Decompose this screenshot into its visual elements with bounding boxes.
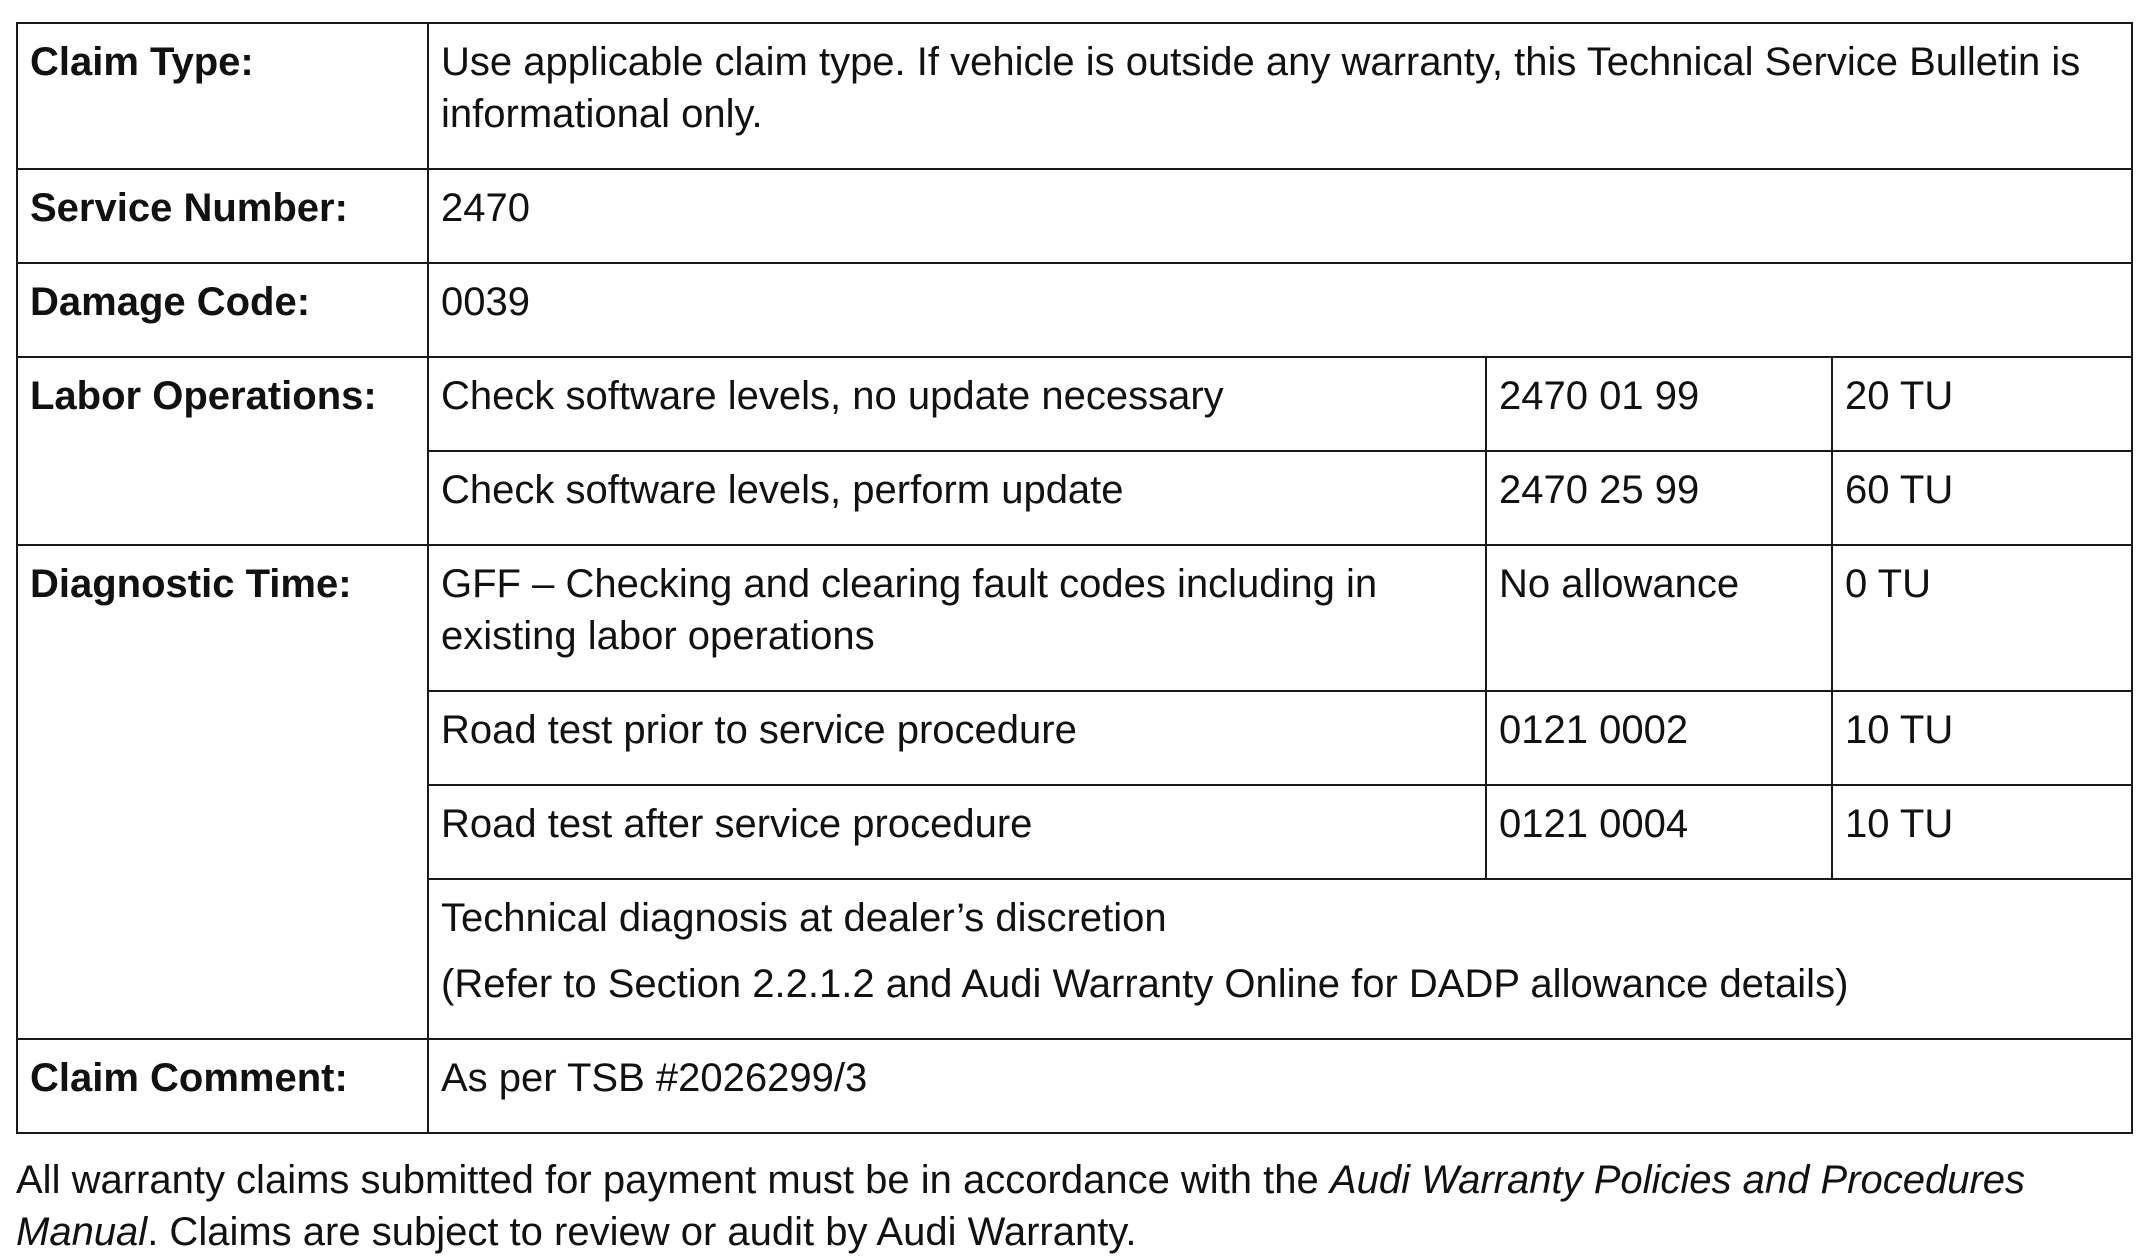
damage-code-value: 0039	[428, 263, 2132, 357]
diagnostic-code: 0121 0004	[1486, 785, 1832, 879]
service-number-value: 2470	[428, 169, 2132, 263]
labor-operation-time: 60 TU	[1832, 451, 2132, 545]
claim-comment-row	[17, 1039, 2132, 1133]
footer-text-before: All warranty claims submitted for payment must be in accordance with the	[16, 1158, 1330, 1202]
diagnostic-time-row	[17, 545, 2132, 691]
claim-comment-label: Claim Comment:	[17, 1039, 428, 1133]
labor-operations-label: Labor Operations:	[17, 357, 428, 545]
diagnostic-time: 0 TU	[1832, 545, 2132, 691]
claim-info-table	[16, 22, 2133, 1134]
diagnostic-time: 10 TU	[1832, 691, 2132, 785]
labor-operation-description: Check software levels, perform update	[428, 451, 1486, 545]
diagnostic-code: 0121 0002	[1486, 691, 1832, 785]
service-number-row	[17, 169, 2132, 263]
damage-code-row	[17, 263, 2132, 357]
labor-operation-time: 20 TU	[1832, 357, 2132, 451]
dealer-discretion-cell	[428, 879, 2132, 1039]
warranty-claim-section	[16, 22, 2131, 1258]
diagnostic-description: Road test after service procedure	[428, 785, 1486, 879]
diagnostic-description: GFF – Checking and clearing fault codes including in existing labor operations	[428, 545, 1486, 691]
diagnostic-description: Road test prior to service procedure	[428, 691, 1486, 785]
footer-text-after: . Claims are subject to review or audit by Audi Warranty.	[147, 1210, 1137, 1254]
dadp-allowance-note: (Refer to Section 2.2.1.2 and Audi Warranty Online for DADP allowance details)	[441, 962, 1849, 1006]
service-number-label: Service Number:	[17, 169, 428, 263]
claim-type-value: Use applicable claim type. If vehicle is outside any warranty, this Technical Service Bulletin is informational only.	[428, 23, 2132, 169]
labor-operation-code: 2470 25 99	[1486, 451, 1832, 545]
claim-type-label: Claim Type:	[17, 23, 428, 169]
warranty-footer-note	[16, 1154, 2131, 1258]
dealer-discretion-note: Technical diagnosis at dealer’s discretion	[441, 896, 1167, 940]
claim-comment-value: As per TSB #2026299/3	[428, 1039, 2132, 1133]
diagnostic-time: 10 TU	[1832, 785, 2132, 879]
claim-type-row	[17, 23, 2132, 169]
labor-operation-row	[17, 357, 2132, 451]
damage-code-label: Damage Code:	[17, 263, 428, 357]
warranty-manual-title: Audi Warranty Policies and Procedures Manual	[16, 1158, 2026, 1254]
diagnostic-time-label: Diagnostic Time:	[17, 545, 428, 1039]
labor-operation-code: 2470 01 99	[1486, 357, 1832, 451]
labor-operation-description: Check software levels, no update necessary	[428, 357, 1486, 451]
diagnostic-code: No allowance	[1486, 545, 1832, 691]
